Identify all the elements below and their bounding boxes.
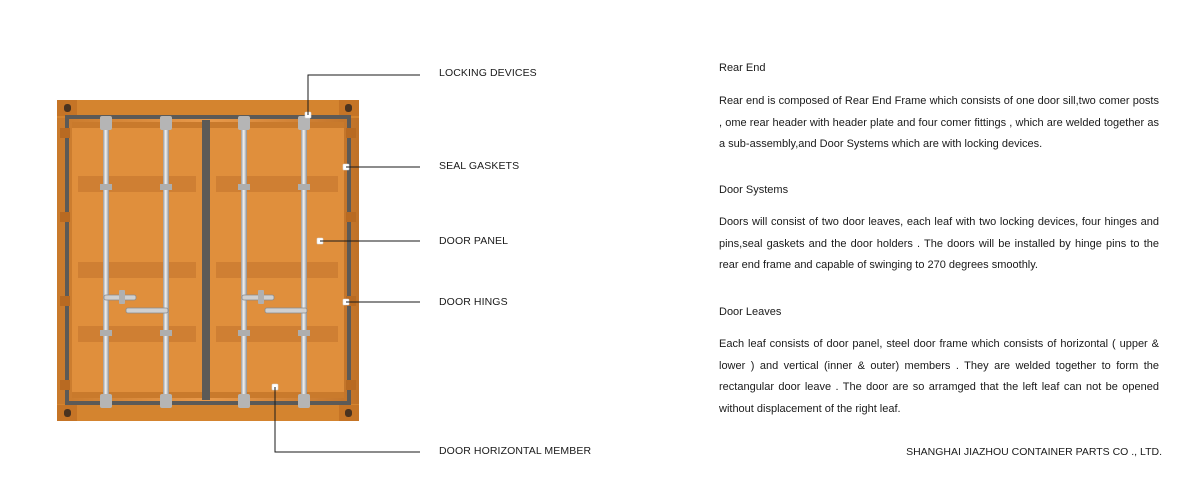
section-body: Doors will consist of two door leaves, each leaf with two locking devices, four hinges and pins,seal gaskets and the door holders . The doors will be installed by hinge pins to the rear end frame and capable of swinging to 270 degrees smoothly.: [719, 216, 1159, 271]
door-center-seal: [202, 120, 210, 400]
section-title: Door Leaves: [719, 306, 782, 318]
label-seal-gaskets: SEAL GASKETS: [439, 160, 520, 172]
section-title: Door Systems: [719, 184, 789, 196]
label-door-hings: DOOR HINGS: [439, 296, 508, 308]
label-door-horizontal-member: DOOR HORIZONTAL MEMBER: [439, 445, 592, 457]
section-body: Rear end is composed of Rear End Frame which consists of one door sill,two comer posts , ome rear header with header plate and four comer fittings , which are welded together as a sub-assembly,and Door Systems which are with locking devices.: [719, 95, 1159, 150]
company-name: SHANGHAI JIAZHOU CONTAINER PARTS CO ., LTD.: [906, 446, 1162, 458]
label-door-panel: DOOR PANEL: [439, 235, 509, 247]
section-title: Rear End: [719, 62, 766, 74]
label-locking-devices: LOCKING DEVICES: [439, 67, 537, 79]
left-door-leaf: [72, 122, 202, 398]
section-body: Each leaf consists of door panel, steel door frame which consists of horizontal ( upper & lower ) and vertical (inner & outer) members . They are welded together to form the rectangular door leave . The door are so arramged that the left leaf can not be opened without displacement of the right leaf.: [719, 338, 1159, 415]
right-door-leaf: [210, 122, 344, 398]
